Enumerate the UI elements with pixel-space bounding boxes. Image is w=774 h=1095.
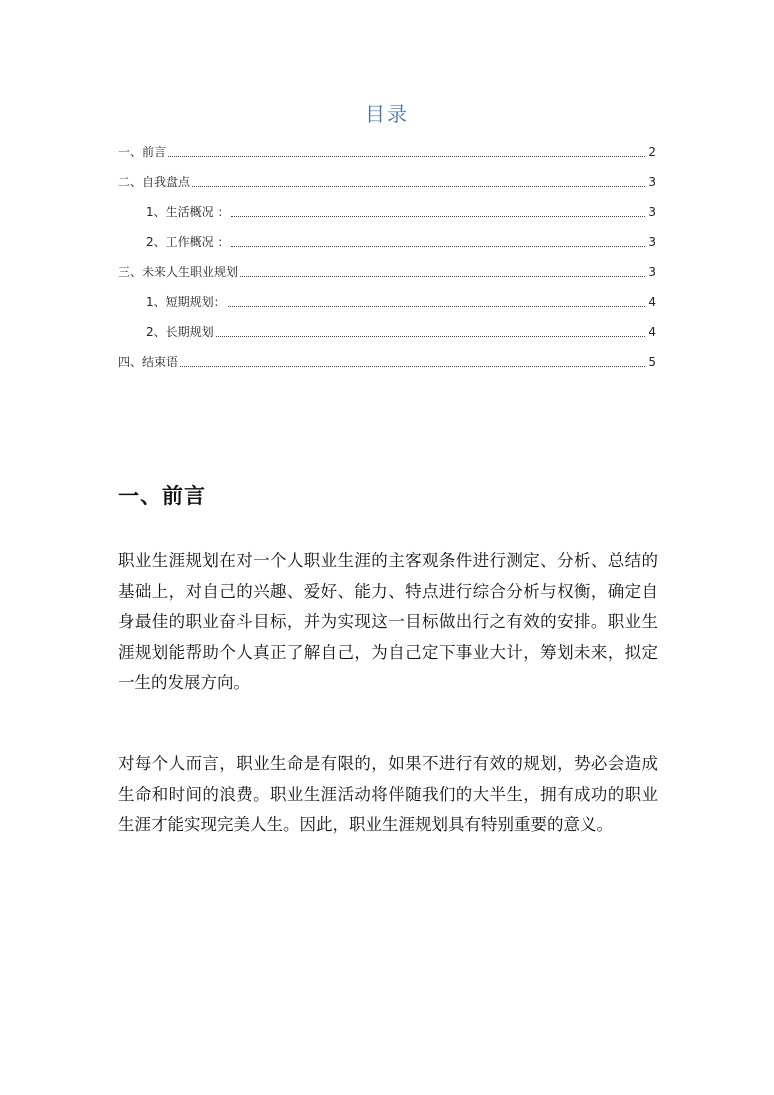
toc-entry-self-inventory[interactable]	[118, 170, 656, 190]
toc-entry-label: 2、长期规划	[146, 325, 214, 339]
toc-dot-leader	[216, 335, 645, 337]
toc-dot-leader	[231, 215, 645, 217]
toc-page-number: 3	[648, 175, 656, 189]
toc-entry-label: 四、结束语	[118, 355, 179, 369]
toc-dot-leader	[228, 305, 645, 307]
toc-entry-label: 三、未来人生职业规划	[118, 265, 239, 279]
toc-dot-leader	[240, 275, 645, 277]
toc-entry-label: 1、生活概况 ：	[146, 205, 230, 219]
toc-entry-career-plan[interactable]	[118, 260, 656, 280]
toc-entry-short-term-plan[interactable]	[146, 290, 656, 310]
toc-entry-conclusion[interactable]	[118, 350, 656, 370]
section-heading: 一、前言	[118, 484, 206, 508]
toc-entry-long-term-plan[interactable]	[146, 320, 656, 340]
toc-entry-preface[interactable]	[118, 140, 656, 160]
body-paragraph: 对每个人而言，职业生命是有限的，如果不进行有效的规划，势必会造成生命和时间的浪费。职业生涯活动将伴随我们的大半生，拥有成功的职业生涯才能实现完美人生。因此，职业生涯规划具有特别重要的意义。	[118, 754, 658, 834]
toc-page-number: 3	[648, 235, 656, 249]
toc-dot-leader	[180, 365, 645, 367]
toc-entry-label: 二、自我盘点	[118, 175, 191, 189]
toc-dot-leader	[231, 245, 645, 247]
toc-dot-leader	[168, 155, 645, 157]
toc-title: 目录	[365, 102, 409, 126]
toc-page-number: 3	[648, 205, 656, 219]
toc-entry-label: 一、前言	[118, 145, 167, 159]
toc-dot-leader	[192, 185, 645, 187]
toc-page-number: 3	[648, 265, 656, 279]
toc-page-number: 5	[648, 355, 656, 369]
toc-entry-life-overview[interactable]	[146, 200, 656, 220]
toc-page-number: 4	[648, 325, 656, 339]
toc-entry-label: 2、工作概况 ：	[146, 235, 230, 249]
toc-page-number: 4	[648, 295, 656, 309]
toc-entry-work-overview[interactable]	[146, 230, 656, 250]
toc-entry-label: 1、短期规划：	[146, 295, 226, 309]
toc-page-number: 2	[648, 145, 656, 159]
body-paragraph: 职业生涯规划在对一个人职业生涯的主客观条件进行测定、分析、总结的基础上，对自己的兴趣、爱好、能力、特点进行综合分析与权衡，确定自身最佳的职业奋斗目标，并为实现这一目标做出行之有效的安排。职业生涯规划能帮助个人真正了解自己，为自己定下事业大计，筹划未来，拟定一生的发展方向。	[118, 551, 658, 692]
